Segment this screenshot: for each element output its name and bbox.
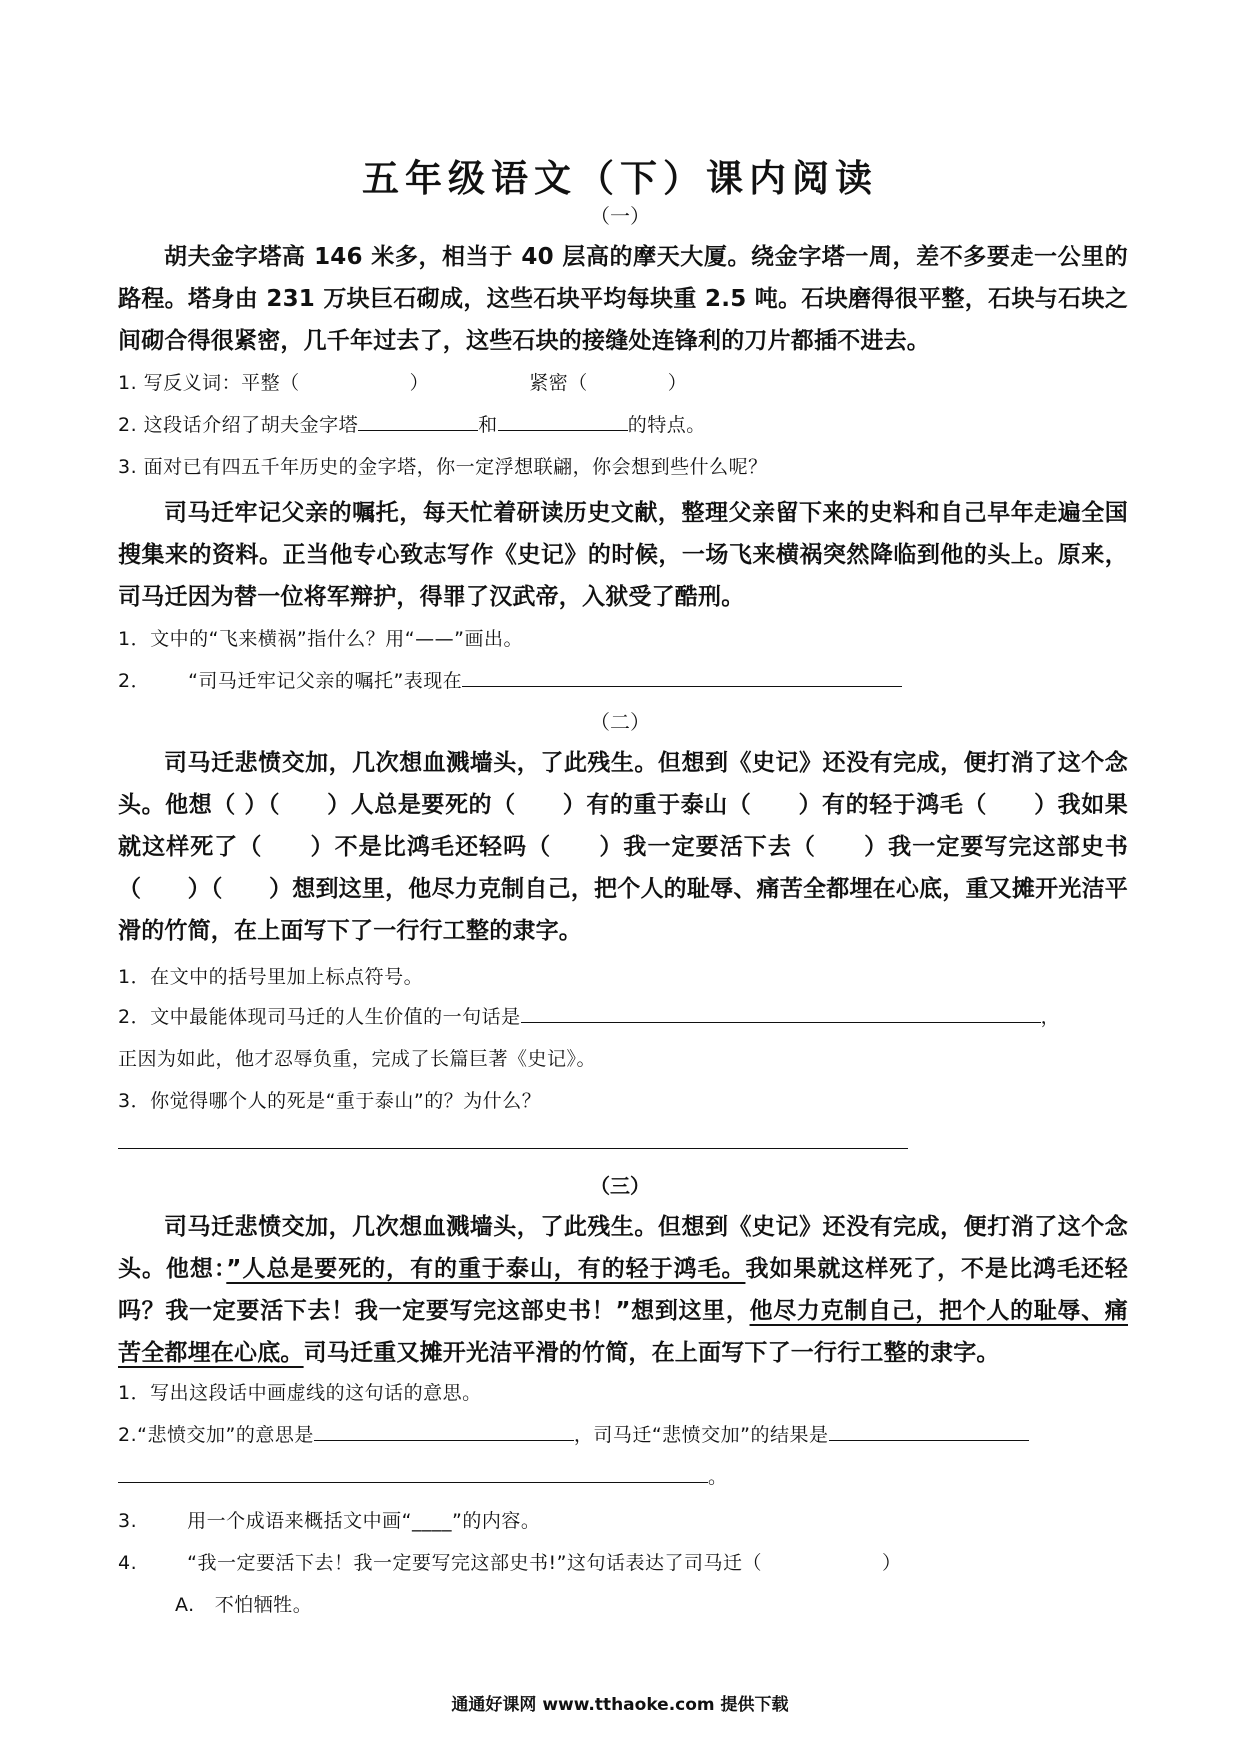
question-text: ， xyxy=(1040,1006,1061,1028)
question-1-3: 3. 面对已有四五千年历史的金字塔，你一定浮想联翩，你会想到些什么呢？ xyxy=(118,456,768,478)
question-3-4 xyxy=(118,1548,901,1575)
question-number: 4. xyxy=(118,1552,138,1574)
question-number: 3. xyxy=(118,1510,138,1532)
question-text: “司马迁牢记父亲的嘱托”表现在 xyxy=(188,670,463,692)
question-number: 2． xyxy=(118,670,151,692)
question-3-2-continued xyxy=(118,1462,728,1489)
option-label: A. xyxy=(175,1594,195,1616)
answer-blank[interactable] xyxy=(358,410,478,431)
section-3-passage xyxy=(118,1206,1128,1374)
question-text: 紧密（ xyxy=(529,372,588,394)
underlined-sentence-2: 他尽力克制自己，把个人的耻辱、痛苦全都埋在心底。 xyxy=(118,1298,1128,1366)
answer-line[interactable] xyxy=(118,1148,908,1149)
answer-blank[interactable] xyxy=(829,1420,1029,1441)
question-1-2 xyxy=(118,410,706,437)
question-text: ） xyxy=(409,372,430,394)
question-2-3: 3．你觉得哪个人的死是“重于泰山”的？为什么？ xyxy=(118,1090,542,1112)
question-1-1 xyxy=(118,368,687,395)
question-text: 。 xyxy=(708,1466,728,1488)
question-text: “我一定要活下去！我一定要写完这部史书!”这句话表达了司马迁（ xyxy=(187,1552,762,1574)
question-2-2-continued: 正因为如此，他才忍辱负重，完成了长篇巨著《史记》。 xyxy=(118,1048,597,1070)
answer-blank[interactable] xyxy=(462,666,902,687)
question-text: 和 xyxy=(478,414,498,436)
passage-text: 司马迁悲愤交加，几次想血溅墙头，了此残生。但想到《史记》还没有完成，便打消了这个念头。他想： xyxy=(118,1214,1128,1282)
question-text: 用一个成语来概括文中画“____”的内容。 xyxy=(187,1510,541,1532)
question-3-2 xyxy=(118,1420,1029,1447)
answer-blank[interactable] xyxy=(498,410,628,431)
underlined-sentence-1: ”人总是要死的，有的重于泰山，有的轻于鸿毛。 xyxy=(226,1256,746,1282)
question-text: 2. 这段话介绍了胡夫金字塔 xyxy=(118,414,359,436)
passage-text: 我如果就这样死了，不是比鸿毛还轻吗？我一定要活下去！我一定要写完这部史书！”想到这里， xyxy=(118,1256,1128,1324)
section-1-heading: （一） xyxy=(590,204,650,228)
section-1-passage-1: 胡夫金字塔高 146 米多，相当于 40 层高的摩天大厦。绕金字塔一周，差不多要走一公里的路程。塔身由 231 万块巨石砌成，这些石块平均每块重 2.5 吨。石块磨得很平整，石块与石块之间砌合得很紧密，几千年过去了，这些石块的接缝处连锋利的刀片都插不进去。 xyxy=(118,244,1128,354)
option-text: 不怕牺牲。 xyxy=(214,1594,313,1616)
question-text: 1. 写反义词：平整（ xyxy=(118,372,300,394)
section-2-passage: 司马迁悲愤交加，几次想血溅墙头，了此残生。但想到《史记》还没有完成，便打消了这个念头。他想（ ）（ ）人总是要死的（ ）有的重于泰山（ ）有的轻于鸿毛（ ）我如果就这样死了（ ）不是比鸿毛还轻吗（ ）我一定要活下去（ ）我一定要写完这部史书（ ）（ ）想到这里，他尽力克制自己，把个人的耻辱、痛苦全都埋在心底，重又摊开光洁平滑的竹简，在上面写下了一行行工整的隶字。 xyxy=(118,750,1128,944)
question-1-5 xyxy=(118,666,902,693)
question-3-1: 1．写出这段话中画虚线的这句话的意思。 xyxy=(118,1382,482,1404)
passage-text: 司马迁重又摊开光洁平滑的竹简，在上面写下了一行行工整的隶字。 xyxy=(303,1340,1000,1366)
question-text: ） xyxy=(881,1552,902,1574)
answer-blank[interactable] xyxy=(118,1462,708,1483)
question-2-1: 1．在文中的括号里加上标点符号。 xyxy=(118,966,424,988)
section-3-heading: （三） xyxy=(590,1174,650,1198)
question-text: ） xyxy=(667,372,688,394)
answer-blank[interactable] xyxy=(521,1002,1041,1023)
question-text: 的特点。 xyxy=(627,414,706,436)
question-2-2 xyxy=(118,1002,1060,1029)
section-1-passage-2: 司马迁牢记父亲的嘱托，每天忙着研读历史文献，整理父亲留下来的史料和自己早年走遍全国搜集来的资料。正当他专心致志写作《史记》的时候，一场飞来横祸突然降临到他的头上。原来，司马迁因为替一位将军辩护，得罪了汉武帝，入狱受了酷刑。 xyxy=(118,500,1128,610)
question-text: 2．文中最能体现司马迁的人生价值的一句话是 xyxy=(118,1006,521,1028)
question-text: 2.“悲愤交加”的意思是 xyxy=(118,1424,314,1446)
section-2-heading: （二） xyxy=(590,710,650,734)
question-1-4: 1．文中的“飞来横祸”指什么？用“——”画出。 xyxy=(118,628,523,650)
question-3-3 xyxy=(118,1506,540,1533)
page-title: 五年级语文（下）课内阅读 xyxy=(362,156,878,200)
page-footer: 通通好课网 www.tthaoke.com 提供下载 xyxy=(451,1695,789,1715)
option-a[interactable] xyxy=(175,1590,312,1617)
answer-blank[interactable] xyxy=(314,1420,574,1441)
question-text: ，司马迁“悲愤交加”的结果是 xyxy=(573,1424,829,1446)
